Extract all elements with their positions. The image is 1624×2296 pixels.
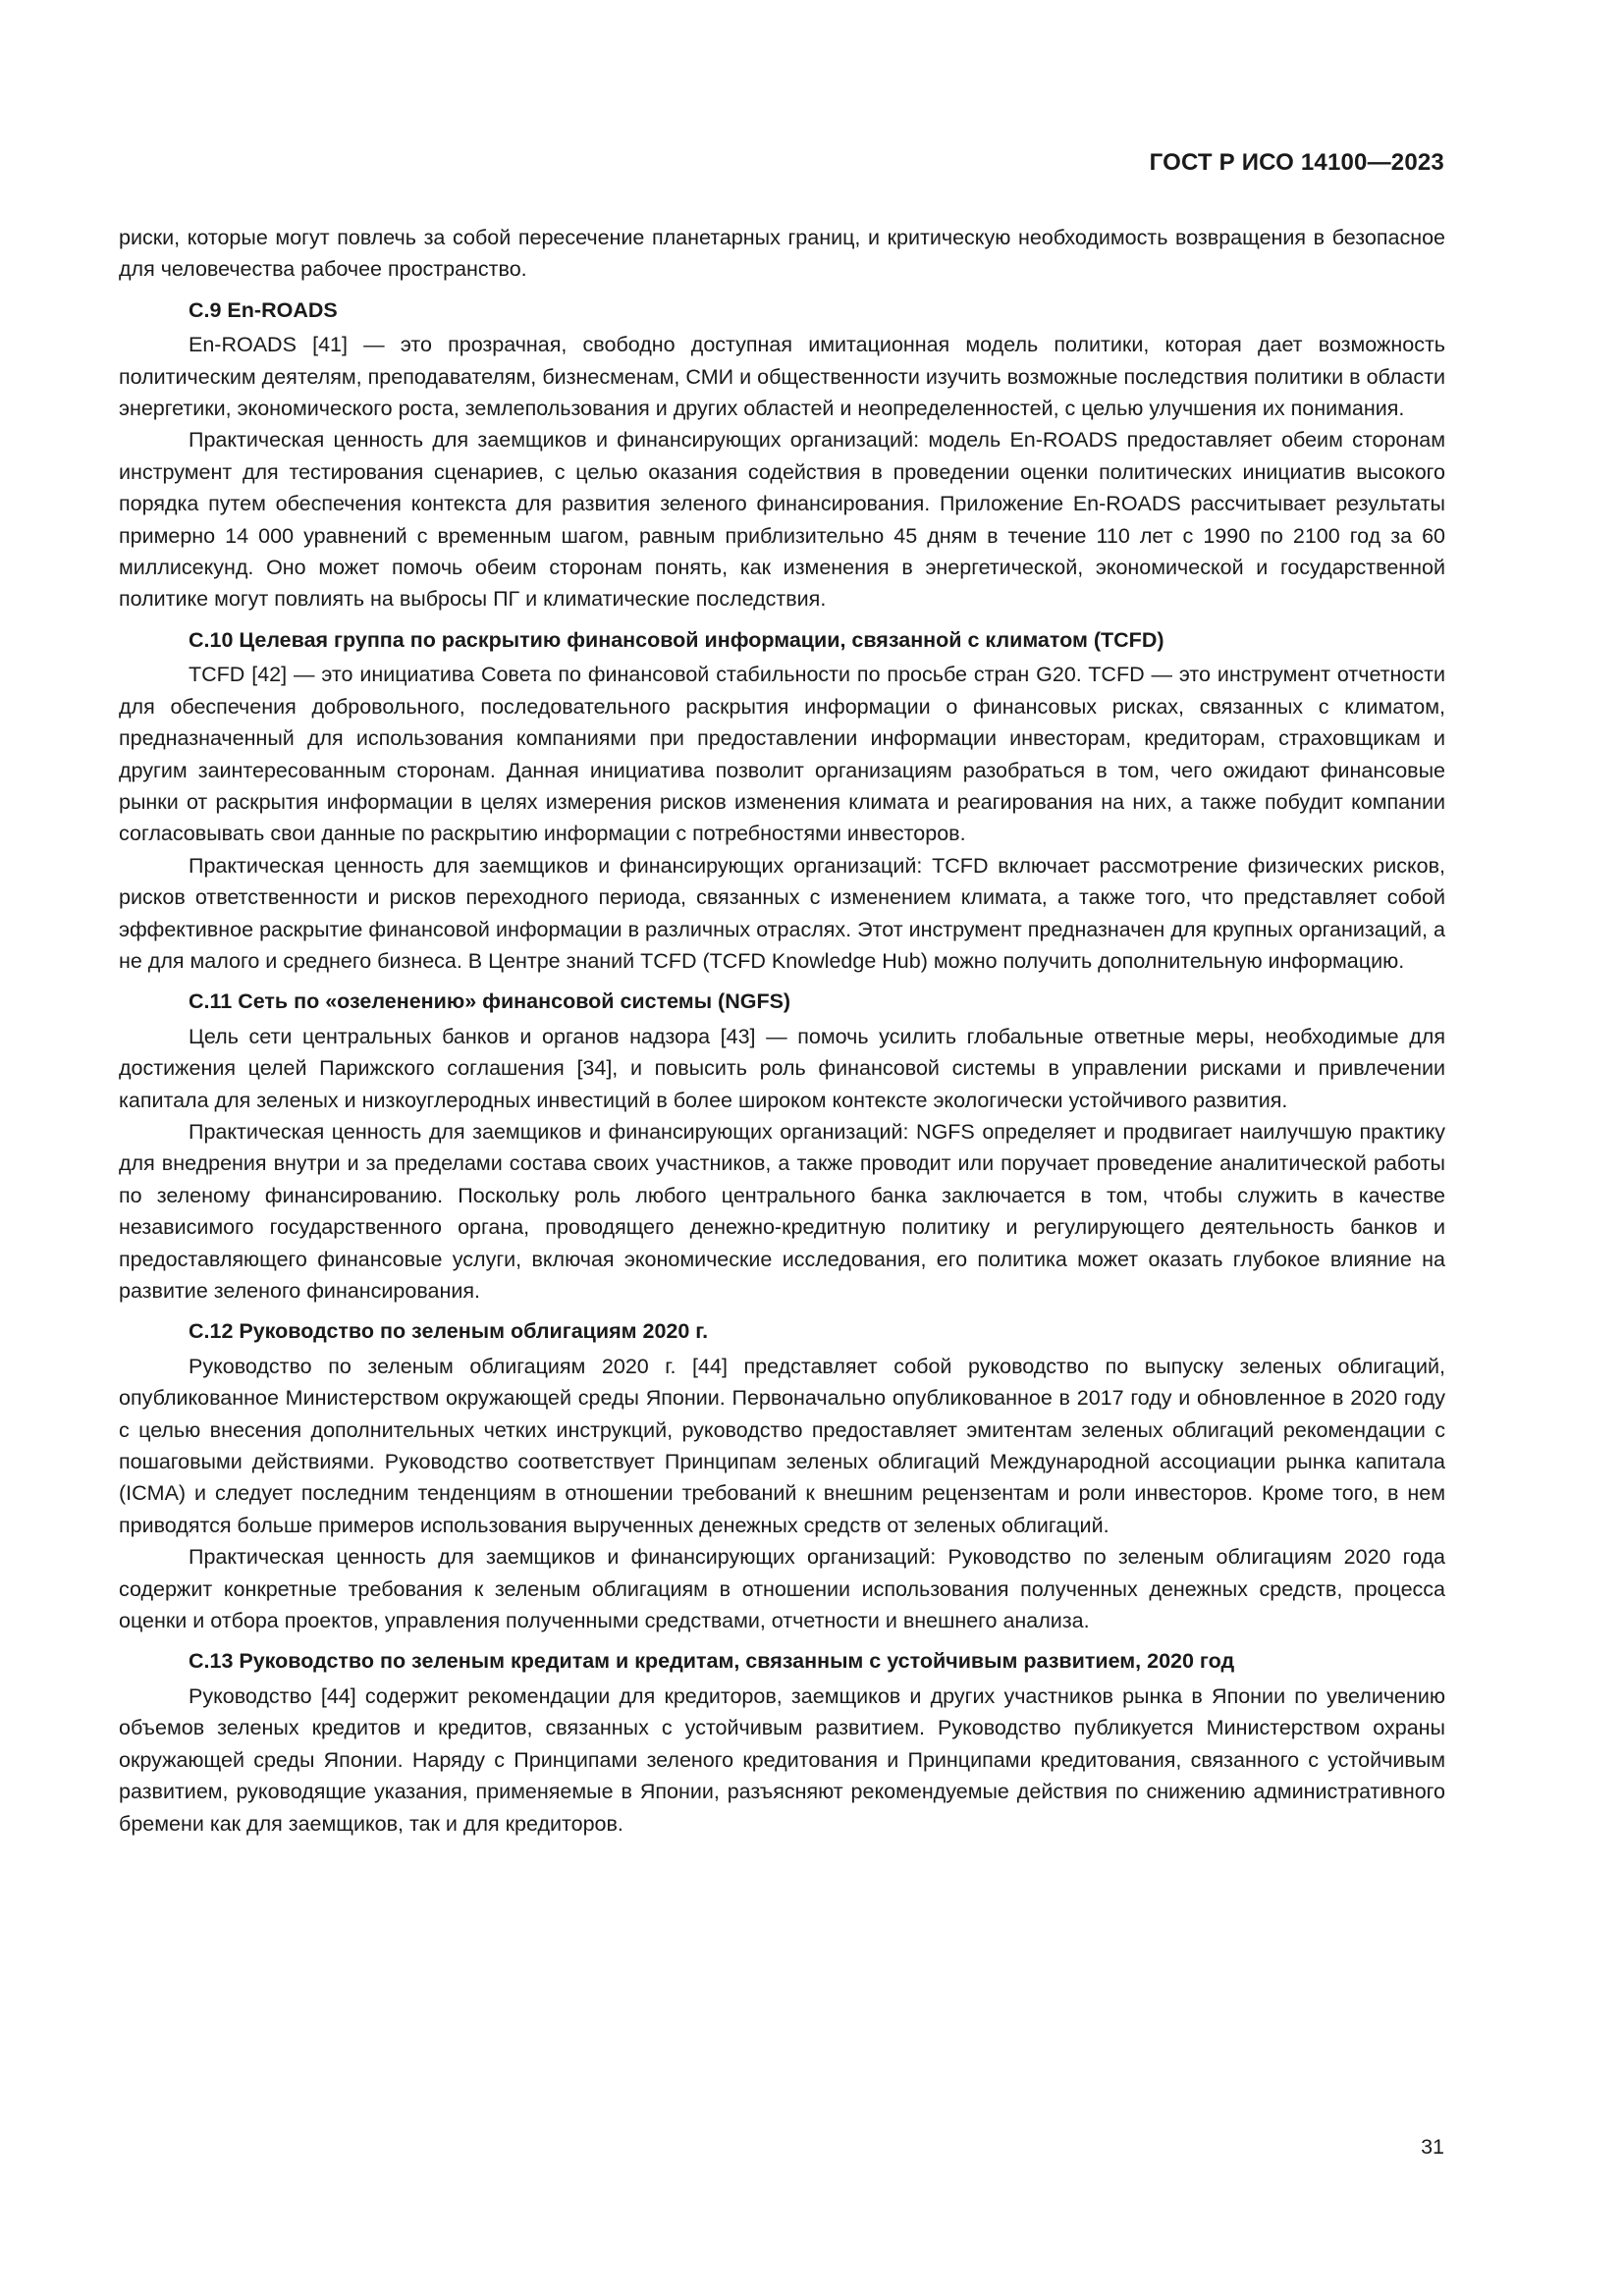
section-c9-paragraph-2: Практическая ценность для заемщиков и финансирующих организаций: модель En-ROADS предоставляет обеим сторонам инструмент для тестирования сценариев, с целью оказания содействия в проведении оценки политических инициатив высокого порядка путем обеспечения контекста для развития зеленого финансирования. Приложение En-ROADS рассчитывает результаты примерно 14 000 уравнений с временным шагом, равным приблизительно 45 дням в течение 110 лет с 1990 по 2100 год за 60 миллисекунд. Оно может помочь обеим сторонам понять, как изменения в энергетической, экономической и государственной политике могут повлиять на выбросы ПГ и климатические последствия. [119, 428, 1445, 612]
section-c10-heading: C.10 Целевая группа по раскрытию финансовой информации, связанной с климатом (TCFD) [189, 627, 1164, 652]
page-number: 31 [1421, 2135, 1444, 2159]
section-c10-paragraph-1: TCFD [42] — это инициатива Совета по финансовой стабильности по просьбе стран G20. TCFD — это инструмент отчетности для обеспечения добровольного, последовательного раскрытия информации о финансовых рисках, связанных с климатом, предназначенный для использования компаниями при предоставлении информации инвесторам, кредиторам, страховщикам и другим заинтересованным сторонам. Данная инициатива позволит организациям разобраться в том, чего ожидают финансовые рынки от раскрытия информации в целях измерения рисков изменения климата и реагирования на них, а также побудит компании согласовывать свои данные по раскрытию информации с потребностями инвесторов. [119, 663, 1445, 846]
section-c13-heading: C.13 Руководство по зеленым кредитам и кредитам, связанным с устойчивым развитием, 2020 год [189, 1649, 1235, 1674]
document-header: ГОСТ Р ИСО 14100—2023 [1149, 149, 1444, 176]
document-body [119, 222, 1445, 1840]
section-c13-paragraph-1: Руководство [44] содержит рекомендации для кредиторов, заемщиков и других участников рынка в Японии по увеличению объемов зеленых кредитов и кредитов, связанных с устойчивым развитием. Руководство публикуется Министерством охраны окружающей среды Японии. Наряду с Принципами зеленого кредитования и Принципами кредитования, связанного с устойчивым развитием, руководящие указания, применяемые в Японии, разъясняют рекомендуемые действия по снижению административного бремени как для заемщиков, так и для кредиторов. [119, 1683, 1445, 1836]
section-c10-paragraph-2: Практическая ценность для заемщиков и финансирующих организаций: TCFD включает рассмотрение физических рисков, рисков ответственности и рисков переходного периода, связанных с изменением климата, а также того, что представляет собой эффективное раскрытие финансовой информации в различных отраслях. Этот инструмент предназначен для крупных организаций, а не для малого и среднего бизнеса. В Центре знаний TCFD (TCFD Knowledge Hub) можно получить дополнительную информацию. [119, 853, 1445, 973]
section-c11-paragraph-2: Практическая ценность для заемщиков и финансирующих организаций: NGFS определяет и продвигает наилучшую практику для внедрения внутри и за пределами состава своих участников, а также проводит или поручает проведение аналитической работы по зеленому финансированию. Поскольку роль любого центрального банка заключается в том, чтобы служить в качестве независимого государственного органа, проводящего денежно-кредитную политику и регулирующего деятельность банков и предоставляющего финансовые услуги, включая экономические исследования, его политика может оказать глубокое влияние на развитие зеленого финансирования. [119, 1119, 1445, 1303]
section-c9-heading: C.9 En-ROADS [189, 297, 338, 322]
section-c11-heading: C.11 Сеть по «озеленению» финансовой системы (NGFS) [189, 989, 791, 1014]
section-c12-paragraph-2: Практическая ценность для заемщиков и финансирующих организаций: Руководство по зеленым облигациям 2020 года содержит конкретные требования к зеленым облигациям в отношении использования полученных денежных средств, процесса оценки и отбора проектов, управления полученными средствами, отчетности и внешнего анализа. [119, 1545, 1445, 1633]
section-c11-paragraph-1: Цель сети центральных банков и органов надзора [43] — помочь усилить глобальные ответные меры, необходимые для достижения целей Парижского соглашения [34], и повысить роль финансовой системы в управлении рисками и привлечении капитала для зеленых и низкоуглеродных инвестиций в более широком контексте экологически устойчивого развития. [119, 1024, 1445, 1112]
section-c12-paragraph-1: Руководство по зеленым облигациям 2020 г. [44] представляет собой руководство по выпуску зеленых облигаций, опубликованное Министерством окружающей среды Японии. Первоначально опубликованное в 2017 году и обновленное в 2020 году с целью внесения дополнительных четких инструкций, руководство предоставляет эмитентам зеленых облигаций рекомендации с пошаговыми действиями. Руководство соответствует Принципам зеленых облигаций Международной ассоциации рынка капитала (ICMA) и следует последним тенденциям в отношении требований к внешним рецензентам и роли инвесторов. Кроме того, в нем приводятся больше примеров использования вырученных денежных средств от зеленых облигаций. [119, 1354, 1445, 1537]
section-c9-paragraph-1: En-ROADS [41] — это прозрачная, свободно доступная имитационная модель политики, которая дает возможность политическим деятелям, преподавателям, бизнесменам, СМИ и общественности изучить возможные последствия политики в области энергетики, экономического роста, землепользования и других областей и неопределенностей, с целью улучшения их понимания. [119, 333, 1445, 421]
section-c12-heading: C.12 Руководство по зеленым облигациям 2020 г. [189, 1319, 709, 1344]
intro-continuation: риски, которые могут повлечь за собой пересечение планетарных границ, и критическую необходимость возвращения в безопасное для человечества рабочее пространство. [119, 226, 1445, 282]
